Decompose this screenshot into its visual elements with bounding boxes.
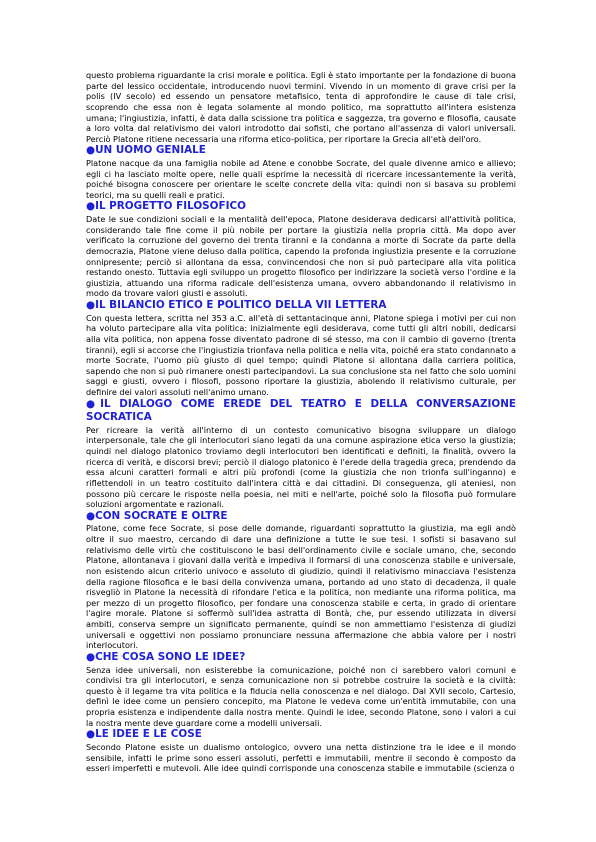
section-body: Con questa lettera, scritta nel 353 a.C. all'età di settantacinque anni, Platone spiega i motivi per cui non ha voluto partecipare alla vita politica: inizialmente egli desiderava, come tutti gli altri nobili, dedicarsi alla vita politica, non appena fosse diventato padrone di sé stesso, ma con il cambio di governo (trenta tiranni), egli si accorse che l'ingiustizia trionfava nella politica e nella vita, poiché era stato condannato a morte Socrate, l'uomo più giusto di quel tempo; quindi Platone si allontana dalla carriera politica, sapendo che non si può rimanere onesti partecipandovi. La sua conclusione sta nel fatto che solo uomini saggi e giusti, ovvero i filosofi, possono riportare la giustizia, abolendo il relativismo culturale, per definire dei valori assoluti nell'animo umano. [86, 312, 516, 398]
section-title: IL PROGETTO FILOSOFICO [95, 200, 246, 213]
section-heading [86, 144, 516, 158]
section-body: Secondo Platone esiste un dualismo ontologico, ovvero una netta distinzione tra le idee e il mondo sensibile, infatti le prime sono esseri assoluti, perfetti e immutabili, mentre il secondo è composto da esseri imperfetti e mutevoli. Alle idee quindi corrisponde una conoscenza stabile e immutabile (scienza o [86, 741, 516, 774]
section-heading [86, 398, 516, 425]
section-heading [86, 510, 516, 524]
bullet-icon: ● [86, 728, 96, 741]
bullet-icon: ● [86, 144, 96, 157]
section-heading [86, 651, 516, 665]
section-title: UN UOMO GENIALE [95, 144, 206, 157]
section-body: Date le sue condizioni sociali e la mentalità dell'epoca, Platone desiderava dedicarsi all'attività politica, considerando tale fine come il più nobile per portare la giustizia nella propria città. Ma dopo aver verificato la corruzione del governo dei trenta tiranni e la condanna a morte di Socrate da parte della democrazia, Platone viene deluso dalla politica, capendo la profonda ingiustizia presente e la corruzione onnipresente; perciò si allontana da essa, convincendosi che non si può partecipare alla vita politica restando onesto. Tuttavia egli sviluppo un progetto filosofico per indirizzare la società verso l'ordine e la giustizia, attuando una riforma radicale dell'esistenza umana, ovvero abbandonando il relativismo in modo da trovare valori giusti e assoluti. [86, 214, 516, 299]
bullet-icon: ● [86, 509, 96, 522]
bullet-icon: ● [86, 650, 96, 663]
section-title: CON SOCRATE E OLTRE [95, 509, 228, 522]
section-title: CHE COSA SONO LE IDEE? [95, 650, 246, 663]
section-title: LE IDEE E LE COSE [95, 728, 202, 741]
document-page [86, 70, 516, 774]
intro-paragraph: questo problema riguardante la crisi morale e politica. Egli è stato importante per la fondazione di buona parte del lessico occidentale, introducendo nuovi termini. Vivendo in un momento di grave crisi per la polis (IV secolo) ed essendo un pensatore metafisico, tenta di approfondire le cause di tale crisi, scoprendo che essa non è legata solamente al mondo politico, ma soprattutto all'intera esistenza umana; l'ingiustizia, infatti, è data dalla scissione tra politica e saggezza, tra governo e filosofia, causate a loro volta dal relativismo dei valori introdotto dai sofisti, che portano all'assenza di valori universali. Perciò Platone ritiene necessaria una riforma etico-politica, per riportare la Grecia all'età dell'oro. [86, 70, 516, 144]
section-title: IL DIALOGO COME EREDE DEL TEATRO E DELLA CONVERSAZIONE SOCRATICA [86, 397, 516, 424]
section-heading [86, 728, 516, 742]
section-body: Platone nacque da una famiglia nobile ad Atene e conobbe Socrate, del quale divenne amico e allievo; egli ci ha lasciato molte opere, nelle quali esprime la necessità di ricercare incessantemente la verità, poiché bisogna conoscere per orientare le scelte concrete della vita: quindi non si basava su problemi teorici, ma su quelli reali e pratici. [86, 157, 516, 200]
sections-container [86, 144, 516, 773]
section-body: Platone, come fece Socrate, si pose delle domande, riguardanti soprattutto la giustizia, ma egli andò oltre il suo maestro, cercando di dare una definizione a tutte le sue tesi. I sofisti si basavano sul relativismo delle virtù che costituiscono le basi dell'ordinamento civile e sociale umano, che, secondo Platone, allontanava i giovani dalla verità e impediva il formarsi di una conoscenza stabile e universale, non esistendo alcun criterio univoco e assoluto di giudizio, quindi il relativismo minacciava l'esistenza della ragione filosofica e le basi della convivenza umana, portando ad uno stato di decadenza, il quale risvegliò in Platone la necessità di rifondare l'etica e la politica, non mediante una riforma politica, ma per mezzo di un progetto filosofico, per fondare una conoscenza stabile e certa, in grado di orientare l'agire morale. Platone si soffermò sull'idea astratta di Bontà, che, pur essendo utilizzata in diversi ambiti, conserva sempre un significato permanente, quindi se non ammettiamo l'esistenza di giudizi universali e oggettivi non possiamo pronunciare nessuna affermazione che abbia valore per i nostri interlocutori. [86, 523, 516, 651]
section-body: Senza idee universali, non esisterebbe la comunicazione, poiché non ci sarebbero valori comuni e condivisi tra gli interlocutori, e senza comunicazione non si potrebbe costruire la società e la civiltà: questo è il legame tra vita politica e la fiducia nella conoscenza e nel dialogo. Dal XVII secolo, Cartesio, definì le idee come un pensiero concepito, ma Platone le vedeva come un'entità immutabile, con una propria esistenza e indipendente dalla nostra mente. Quindi le idee, secondo Platone, sono i valori a cui la nostra mente deve guardare come a modelli universali. [86, 664, 516, 728]
bullet-icon: ● [86, 299, 96, 312]
section-title: IL BILANCIO ETICO E POLITICO DELLA VII LETTERA [95, 299, 387, 312]
section-heading [86, 299, 516, 313]
section-heading [86, 200, 516, 214]
section-body: Per ricreare la verità all'interno di un contesto comunicativo bisogna sviluppare un dialogo interpersonale, tale che gli interlocutori siano legati da una comune aspirazione etica verso la giustizia; quindi nel dialogo platonico troviamo degli interlocutori ben identificati e definiti, la finalità, ovvero la ricerca di verità, e discorsi brevi; perciò il dialogo platonico è l'erede della tragedia greca, prendendo da essa alcuni caratteri formali e altri più profondi (come la giustizia che non trionfa sull'inganno) e riflettendoli in un teatro costituito dall'intera città e dai cittadini. Di conseguenza, gli ateniesi, non possono più cercare le risposte nella poesia, nei miti e nell'arte, poiché solo la filosofia può formulare soluzioni argomentate e razionali. [86, 424, 516, 510]
bullet-icon: ● [86, 200, 96, 213]
bullet-icon: ● [86, 397, 101, 410]
